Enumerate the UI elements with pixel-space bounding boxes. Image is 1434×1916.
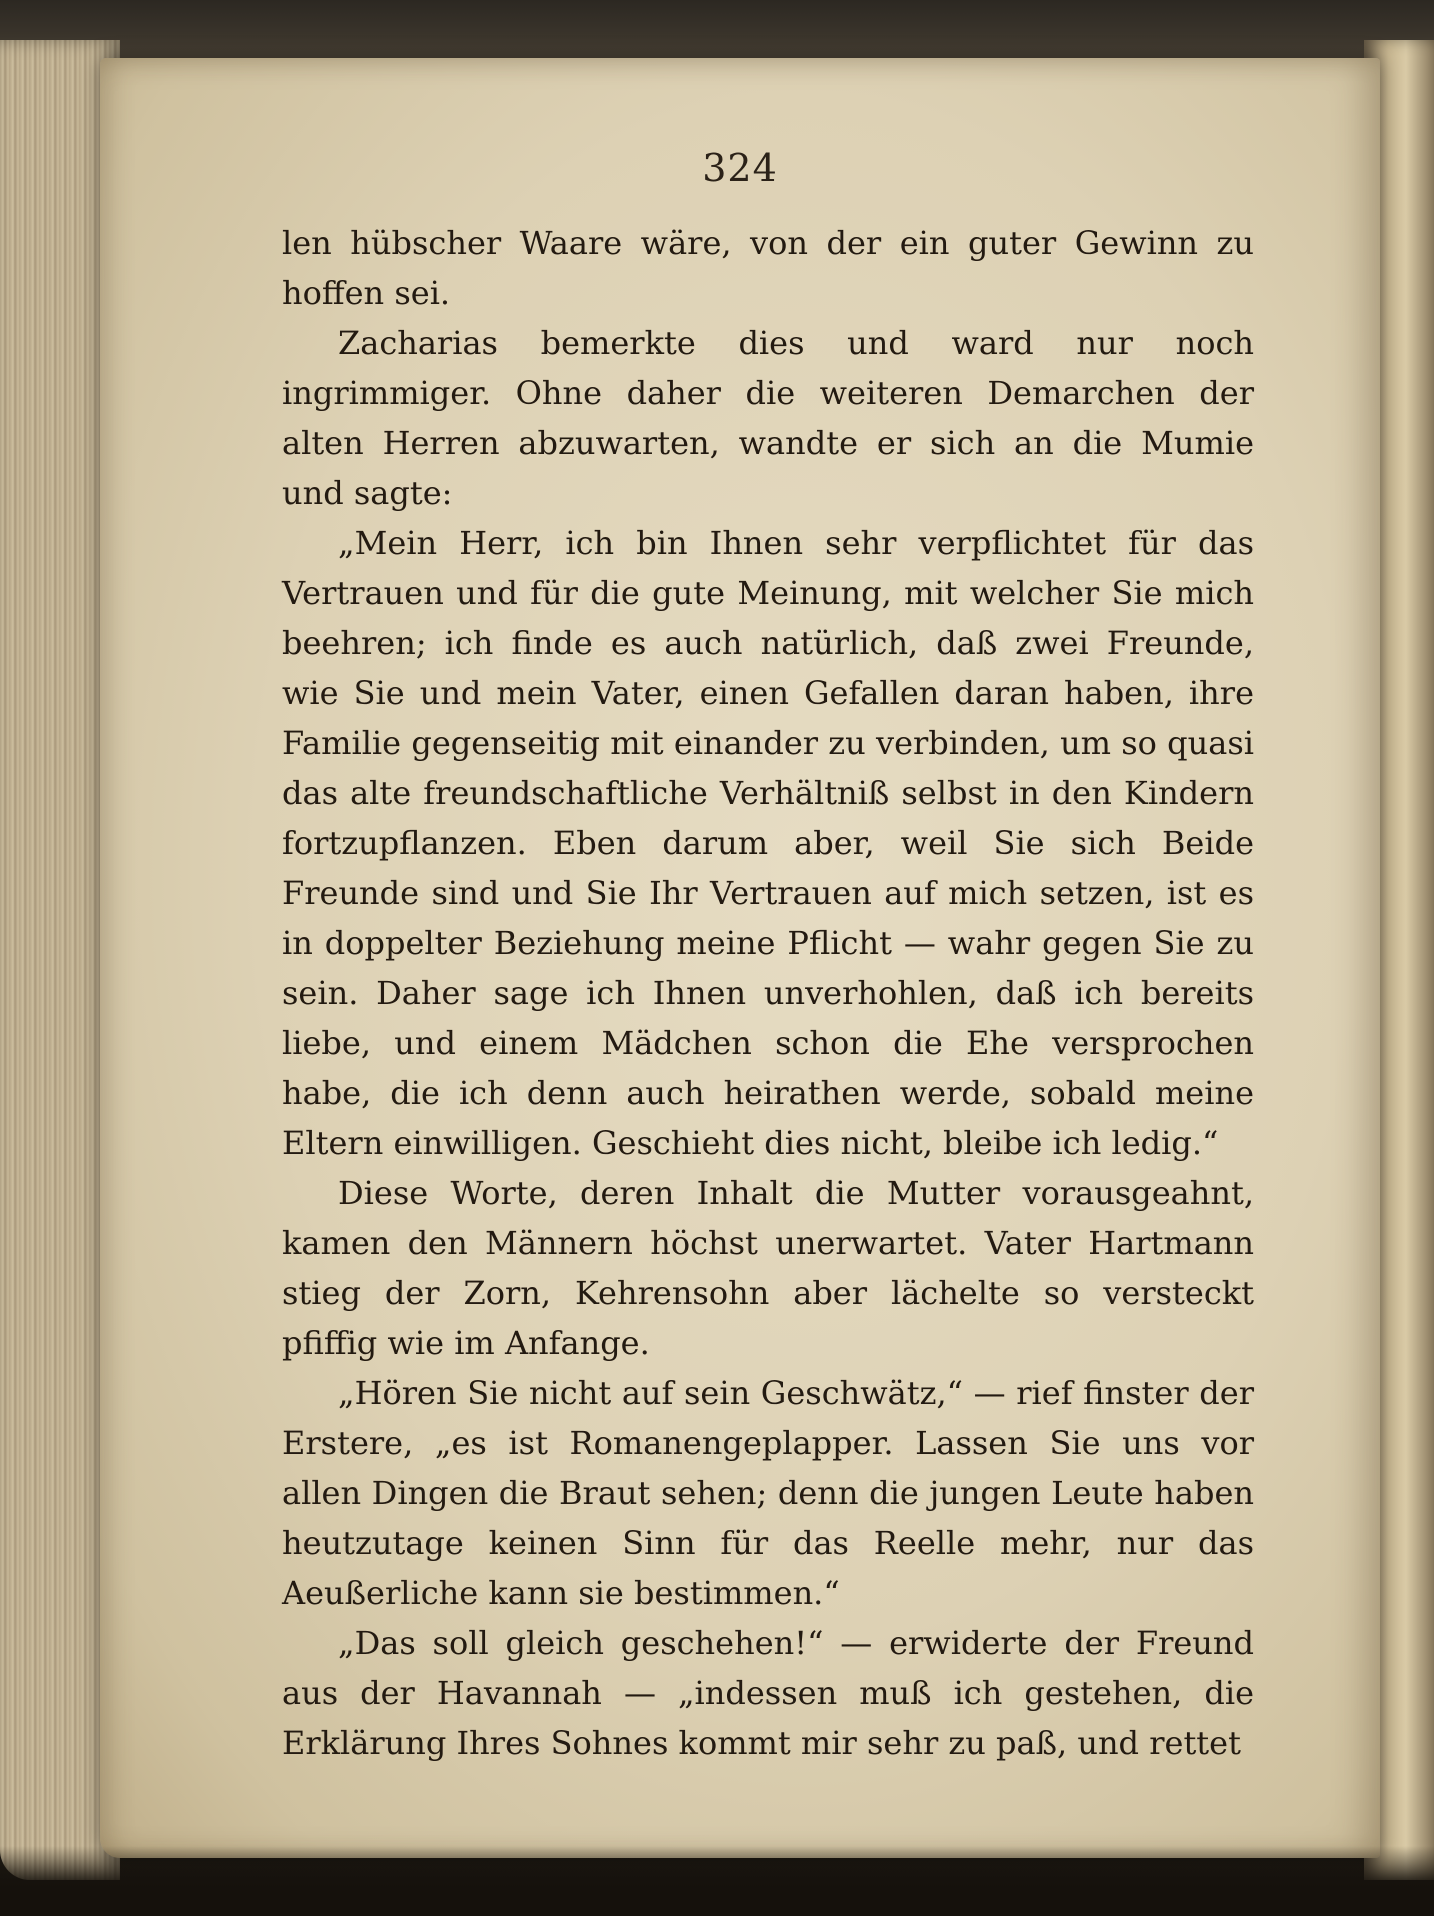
book-page xyxy=(100,58,1380,1858)
paragraph: len hübscher Waare wäre, von der ein guter Gewinn zu hoffen sei. xyxy=(282,224,1254,312)
page-number: 324 xyxy=(702,146,778,190)
paragraph: „Das soll gleich geschehen!“ — erwiderte der Freund aus der Havannah — „indessen muß ich gestehen, die Erklärung Ihres Sohnes kommt mir sehr zu paß, und rettet xyxy=(282,1624,1254,1762)
paragraph: Diese Worte, deren Inhalt die Mutter vorausgeahnt, kamen den Männern höchst unerwartet. Vater Hartmann stieg der Zorn, Kehrensohn aber lächelte so versteckt pfiffig wie im Anfange. xyxy=(282,1174,1254,1362)
page-text xyxy=(282,218,1254,1768)
book-cover-edge xyxy=(0,0,1434,60)
paragraph: „Hören Sie nicht auf sein Geschwätz,“ — rief finster der Erstere, „es ist Romanengeplapper. Lassen Sie uns vor allen Dingen die Braut sehen; denn die jungen Leute haben heutzutage keinen Sinn für das Reelle mehr, nur das Aeußerliche kann sie bestimmen.“ xyxy=(282,1374,1254,1612)
bottom-shadow xyxy=(0,1846,1434,1916)
paragraph: Zacharias bemerkte dies und ward nur noch ingrimmiger. Ohne daher die weiteren Demarchen der alten Herren abzuwarten, wandte er sich an die Mumie und sagte: xyxy=(282,324,1254,512)
paragraph: „Mein Herr, ich bin Ihnen sehr verpflichtet für das Vertrauen und für die gute Meinung, mit welcher Sie mich beehren; ich finde es auch natürlich, daß zwei Freunde, wie Sie und mein Vater, einen Gefallen daran haben, ihre Familie gegenseitig mit einander zu verbinden, um so quasi das alte freundschaftliche Verhältniß selbst in den Kindern fortzupflanzen. Eben darum aber, weil Sie sich Beide Freunde sind und Sie Ihr Vertrauen auf mich setzen, ist es in doppelter Beziehung meine Pflicht — wahr gegen Sie zu sein. Daher sage ich Ihnen unverhohlen, daß ich bereits liebe, und einem Mädchen schon die Ehe versprochen habe, die ich denn auch heirathen werde, sobald meine Eltern einwilligen. Geschieht dies nicht, bleibe ich ledig.“ xyxy=(282,524,1254,1162)
